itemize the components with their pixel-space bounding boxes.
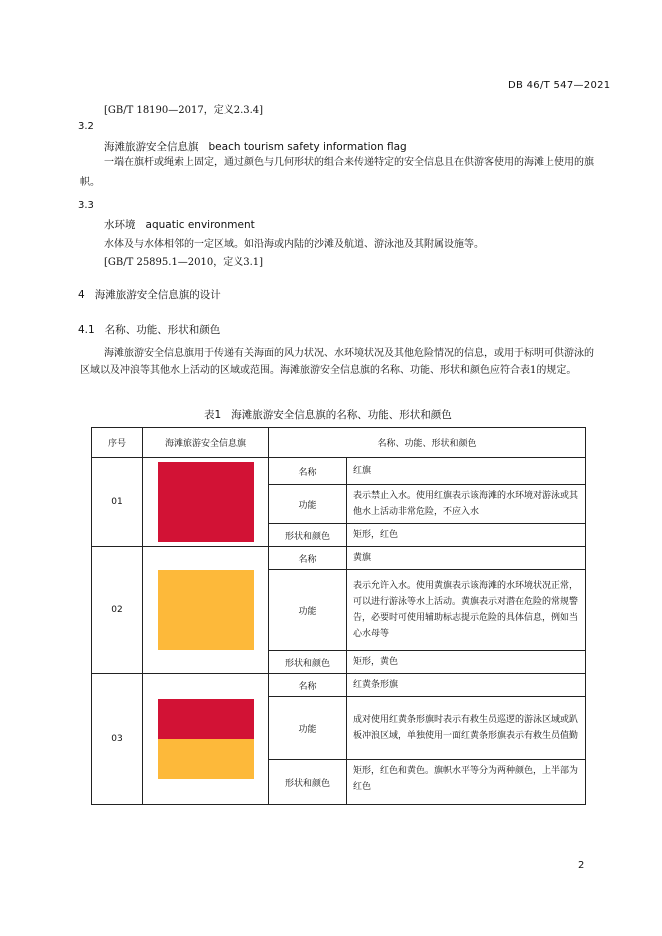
table-caption: 表1 海滩旅游安全信息旗的名称、功能、形状和颜色 (204, 409, 452, 421)
flag-cell (143, 547, 269, 674)
clause-number: 3.2 (78, 121, 94, 132)
term-zh: 海滩旅游安全信息旗 (104, 141, 199, 153)
header-no: 序号 (92, 428, 143, 458)
red-flag-icon (158, 462, 254, 542)
subsection-title: 4.1 名称、功能、形状和颜色 (78, 324, 221, 336)
field-label: 功能 (269, 570, 347, 651)
flag-table (91, 427, 586, 805)
term-en: aquatic environment (145, 219, 255, 231)
document-code: DB 46/T 547—2021 (508, 80, 611, 91)
page-number: 2 (578, 860, 585, 871)
table-row (92, 674, 586, 697)
section-paragraph: 海滩旅游安全信息旗用于传递有关海面的风力状况、水环境状况及其他危险情况的信息，或用于标明可供游泳的区域以及冲浪等其他水上活动的区域或范围。海滩旅游安全信息旗的名称、功能、形状和颜色应符合表1的规定。 (80, 348, 594, 376)
term-heading (104, 139, 407, 154)
field-label: 功能 (269, 485, 347, 524)
table-row (92, 458, 586, 485)
field-label: 形状和颜色 (269, 760, 347, 805)
flag-name: 红黄条形旗 (347, 674, 586, 697)
clause-number: 3.3 (78, 200, 94, 211)
flag-function: 表示禁止入水。使用红旗表示该海滩的水环境对游泳或其他水上活动非常危险，不应入水 (347, 485, 586, 524)
red-yellow-flag-icon (158, 699, 254, 779)
flag-cell (143, 458, 269, 547)
table-header-row (92, 428, 586, 458)
term-definition: 一端在旗杆或绳索上固定，通过颜色与几何形状的组合来传递特定的安全信息且在供游客使用的海滩上使用的旗帜。 (80, 157, 594, 188)
flag-function: 表示允许入水。使用黄旗表示该海滩的水环境状况正常，可以进行游泳等水上活动。黄旗表示对潜在危险的常规警告，必要时可使用辅助标志提示危险的具体信息，例如当心水母等 (347, 570, 586, 651)
row-number: 02 (92, 547, 143, 674)
flag-cell (143, 674, 269, 805)
flag-yellow-stripe (158, 739, 254, 779)
field-label: 功能 (269, 697, 347, 760)
flag-shape-color: 矩形，黄色 (347, 651, 586, 674)
flag-name: 黄旗 (347, 547, 586, 570)
term-heading (104, 217, 255, 232)
field-label: 形状和颜色 (269, 651, 347, 674)
term-en: beach tourism safety information flag (208, 141, 407, 153)
header-desc: 名称、功能、形状和颜色 (269, 428, 586, 458)
reference-citation: [GB/T 25895.1—2010，定义3.1] (104, 257, 264, 268)
term-definition: 水体及与水体相邻的一定区域。如沿海或内陆的沙滩及航道、游泳池及其附属设施等。 (104, 239, 484, 250)
field-label: 形状和颜色 (269, 524, 347, 547)
section-title: 4 海滩旅游安全信息旗的设计 (78, 289, 221, 301)
field-label: 名称 (269, 458, 347, 485)
header-flag: 海滩旅游安全信息旗 (143, 428, 269, 458)
flag-shape-color: 矩形，红色和黄色。旗帜水平等分为两种颜色，上半部为红色 (347, 760, 586, 805)
flag-red-stripe (158, 699, 254, 739)
yellow-flag-icon (158, 570, 254, 650)
table-row (92, 547, 586, 570)
field-label: 名称 (269, 674, 347, 697)
reference-citation: [GB/T 18190—2017，定义2.3.4] (104, 105, 264, 116)
flag-function: 成对使用红黄条形旗时表示有救生员巡逻的游泳区域或趴板冲浪区域，单独使用一面红黄条形旗表示有救生员值勤 (347, 697, 586, 760)
flag-name: 红旗 (347, 458, 586, 485)
flag-shape-color: 矩形，红色 (347, 524, 586, 547)
row-number: 03 (92, 674, 143, 805)
row-number: 01 (92, 458, 143, 547)
term-zh: 水环境 (104, 219, 136, 231)
field-label: 名称 (269, 547, 347, 570)
